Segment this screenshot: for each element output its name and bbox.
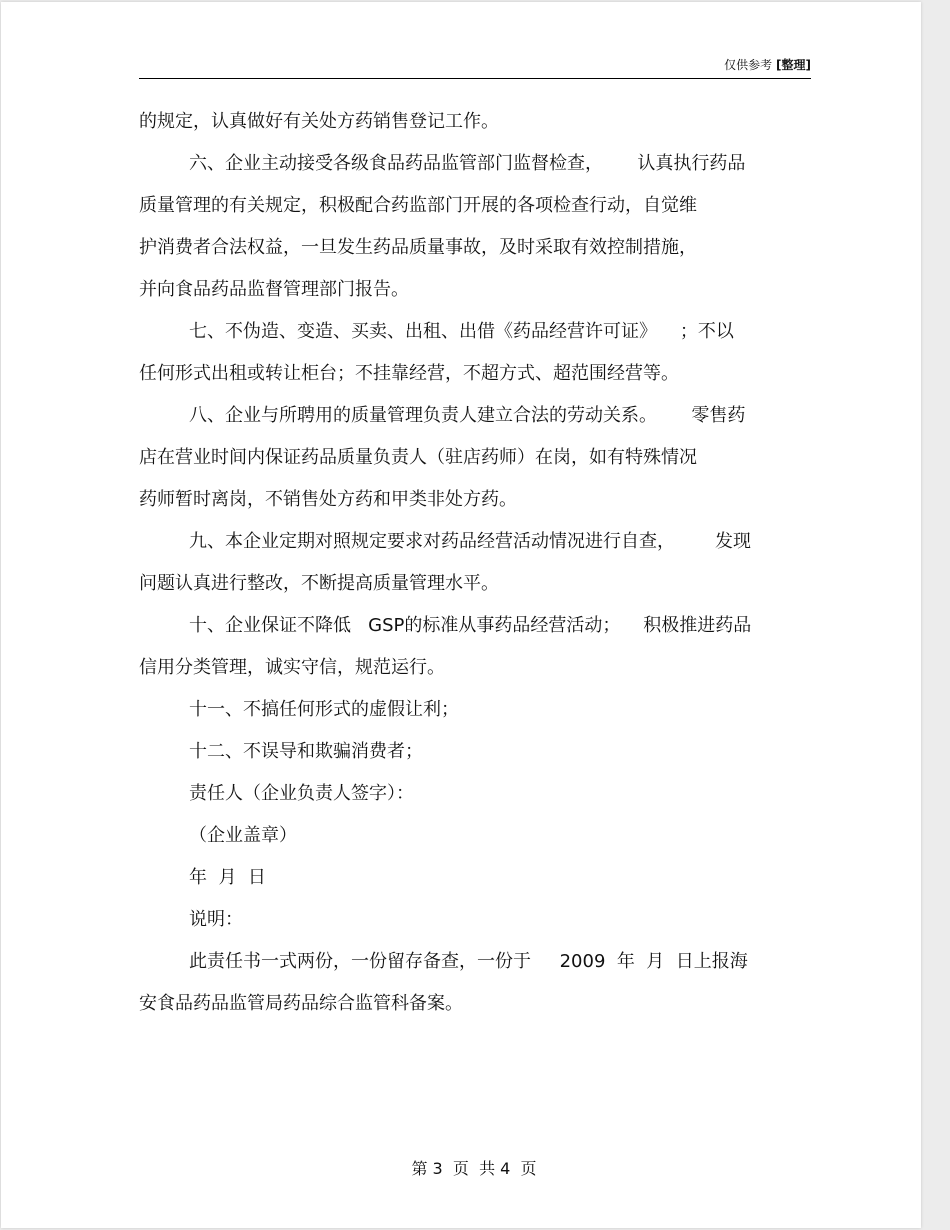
header-bracket: [整理] — [776, 58, 811, 72]
date-line: 年 月 日 — [189, 867, 266, 888]
note-heading: 说明： — [189, 909, 243, 930]
text-line: 店在营业时间内保证药品质量负责人（驻店药师）在岗，如有特殊情况 — [139, 447, 697, 468]
text-line: 质量管理的有关规定，积极配合药监部门开展的各项检查行动，自觉维 — [139, 195, 697, 216]
text-line: 护消费者合法权益，一旦发生药品质量事故，及时采取有效控制措施， — [139, 237, 697, 258]
text-line: 十、企业保证不降低 GSP的标准从事药品经营活动； 积极推进药品 — [189, 615, 752, 636]
text-line: 的规定，认真做好有关处方药销售登记工作。 — [139, 111, 499, 132]
page-number: 第 3 页 共 4 页 — [411, 1159, 537, 1178]
text-line: 信用分类管理，诚实守信，规范运行。 — [139, 657, 445, 678]
text-line: 并向食品药品监督管理部门报告。 — [139, 279, 409, 300]
text-line: 八、企业与所聘用的质量管理负责人建立合法的劳动关系。 零售药 — [189, 405, 746, 426]
text-line: 安食品药品监管局药品综合监管科备案。 — [139, 993, 463, 1014]
text-line: 九、本企业定期对照规定要求对药品经营活动情况进行自查， 发现 — [189, 531, 752, 552]
header-note: 仅供参考 — [724, 58, 773, 72]
signature-line: 责任人（企业负责人签字）： — [189, 783, 414, 804]
page-header — [139, 58, 811, 79]
document-page — [1, 2, 921, 1228]
text-line: 十一、不搞任何形式的虚假让利； — [189, 699, 459, 720]
seal-line: （企业盖章） — [189, 825, 297, 846]
text-line: 七、不伪造、变造、买卖、出租、出借《药品经营许可证》 ；不以 — [189, 321, 734, 342]
text-line: 问题认真进行整改，不断提高质量管理水平。 — [139, 573, 499, 594]
text-line: 任何形式出租或转让柜台；不挂靠经营，不超方式、超范围经营等。 — [139, 363, 679, 384]
text-line: 六、企业主动接受各级食品药品监管部门监督检查， 认真执行药品 — [189, 153, 746, 174]
text-line: 此责任书一式两份，一份留存备查，一份于 2009 年 月 日上报海 — [189, 951, 748, 972]
text-line: 药师暂时离岗，不销售处方药和甲类非处方药。 — [139, 489, 517, 510]
text-line: 十二、不误导和欺骗消费者； — [189, 741, 423, 762]
